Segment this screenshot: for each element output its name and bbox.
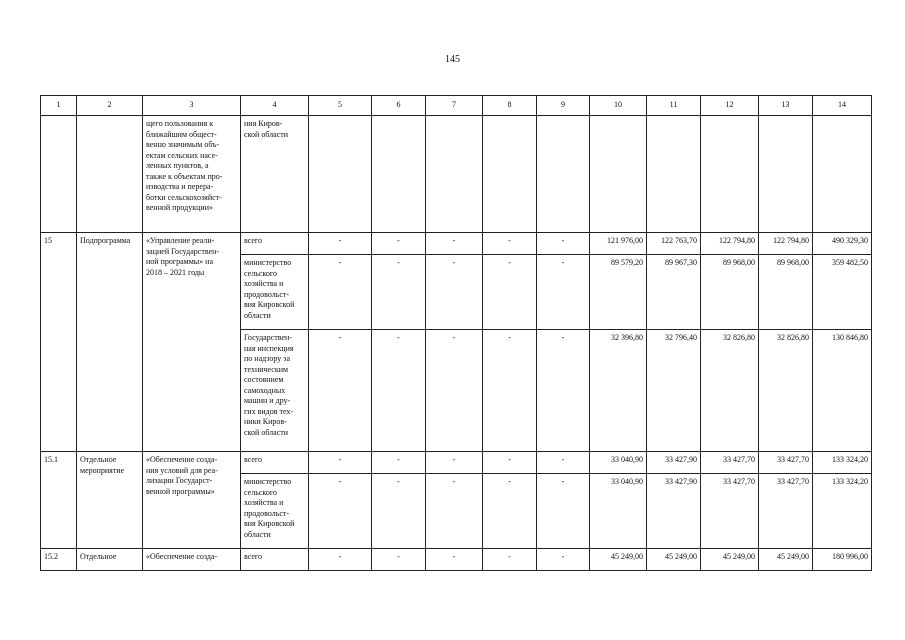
row-number-cell: 15.2 <box>41 549 77 571</box>
value-cell: - <box>483 452 537 474</box>
program-name-cell: «Обеспечение созда- ния условий для реа- лизации Государст- венной программы» <box>143 452 241 549</box>
value-cell: - <box>537 330 590 452</box>
value-cell: 133 324,20 <box>813 452 872 474</box>
column-header: 3 <box>143 96 241 116</box>
column-header: 6 <box>372 96 426 116</box>
row-number-cell <box>41 116 77 233</box>
column-header: 5 <box>309 96 372 116</box>
value-cell: - <box>426 233 483 255</box>
value-cell: 89 579,20 <box>590 255 647 330</box>
value-cell: 122 794,80 <box>759 233 813 255</box>
value-cell: 121 976,00 <box>590 233 647 255</box>
value-cell <box>426 116 483 233</box>
value-cell: 133 324,20 <box>813 474 872 549</box>
value-cell: - <box>372 233 426 255</box>
value-cell: 33 040,90 <box>590 452 647 474</box>
column-header: 13 <box>759 96 813 116</box>
value-cell: 33 427,70 <box>701 452 759 474</box>
value-cell: 32 796,40 <box>647 330 701 452</box>
header-row <box>41 96 872 116</box>
column-header: 11 <box>647 96 701 116</box>
value-cell: - <box>537 549 590 571</box>
value-cell: - <box>483 330 537 452</box>
value-cell: 45 249,00 <box>590 549 647 571</box>
value-cell: 33 427,70 <box>759 452 813 474</box>
row-type-cell: Отдельное <box>77 549 143 571</box>
value-cell <box>647 116 701 233</box>
column-header: 4 <box>241 96 309 116</box>
value-cell: 33 427,70 <box>701 474 759 549</box>
value-cell <box>483 116 537 233</box>
value-cell: - <box>537 255 590 330</box>
executor-cell: всего <box>241 549 309 571</box>
executor-cell: ния Киров- ской области <box>241 116 309 233</box>
value-cell: - <box>483 549 537 571</box>
column-header: 10 <box>590 96 647 116</box>
value-cell: - <box>372 452 426 474</box>
executor-cell: всего <box>241 452 309 474</box>
value-cell: - <box>309 233 372 255</box>
value-cell <box>813 116 872 233</box>
value-cell: 33 427,90 <box>647 474 701 549</box>
value-cell: - <box>309 452 372 474</box>
value-cell: 89 968,00 <box>701 255 759 330</box>
value-cell <box>701 116 759 233</box>
value-cell: 45 249,00 <box>647 549 701 571</box>
value-cell: - <box>372 474 426 549</box>
column-header: 1 <box>41 96 77 116</box>
value-cell: 180 996,00 <box>813 549 872 571</box>
column-header: 2 <box>77 96 143 116</box>
program-name-cell: щего пользования к ближайшим общест- венно значимым объ- ектам сельских насе- ленных пунктов, а также к объектам про- изводства и перера- ботки сельскохозяйст- венной продукции» <box>143 116 241 233</box>
value-cell: - <box>483 255 537 330</box>
value-cell: - <box>537 233 590 255</box>
value-cell: 359 482,50 <box>813 255 872 330</box>
value-cell <box>309 116 372 233</box>
row-type-cell <box>77 116 143 233</box>
column-header: 7 <box>426 96 483 116</box>
row-number-cell: 15.1 <box>41 452 77 549</box>
value-cell <box>537 116 590 233</box>
value-cell: - <box>537 452 590 474</box>
table-row <box>41 452 872 474</box>
executor-cell: всего <box>241 233 309 255</box>
value-cell: 32 396,80 <box>590 330 647 452</box>
value-cell: - <box>537 474 590 549</box>
value-cell: 130 846,80 <box>813 330 872 452</box>
executor-cell: министерство сельского хозяйства и продовольст- вия Кировской области <box>241 255 309 330</box>
value-cell: - <box>309 474 372 549</box>
program-name-cell: «Управление реали- зацией Государствен- ной программы» на 2018 – 2021 годы <box>143 233 241 452</box>
table-row <box>41 549 872 571</box>
value-cell: 33 427,90 <box>647 452 701 474</box>
table-row <box>41 233 872 255</box>
value-cell: - <box>483 233 537 255</box>
executor-cell: министерство сельского хозяйства и продовольст- вия Кировской области <box>241 474 309 549</box>
value-cell: - <box>426 549 483 571</box>
value-cell: 89 967,30 <box>647 255 701 330</box>
budget-table <box>40 95 872 571</box>
value-cell <box>590 116 647 233</box>
value-cell: - <box>426 474 483 549</box>
value-cell: 45 249,00 <box>701 549 759 571</box>
value-cell: - <box>309 255 372 330</box>
value-cell: - <box>309 549 372 571</box>
value-cell: 33 040,90 <box>590 474 647 549</box>
value-cell: - <box>426 452 483 474</box>
value-cell: - <box>372 549 426 571</box>
row-type-cell: Отдельное мероприятие <box>77 452 143 549</box>
value-cell: - <box>483 474 537 549</box>
row-type-cell: Подпрограмма <box>77 233 143 452</box>
value-cell: - <box>426 255 483 330</box>
value-cell: - <box>372 330 426 452</box>
value-cell: 122 794,80 <box>701 233 759 255</box>
program-name-cell: «Обеспечение созда- <box>143 549 241 571</box>
column-header: 12 <box>701 96 759 116</box>
value-cell: 122 763,70 <box>647 233 701 255</box>
value-cell: 45 249,00 <box>759 549 813 571</box>
value-cell: 490 329,30 <box>813 233 872 255</box>
column-header: 8 <box>483 96 537 116</box>
table-row <box>41 116 872 233</box>
column-header: 14 <box>813 96 872 116</box>
value-cell <box>372 116 426 233</box>
executor-cell: Государствен- ная инспекция по надзору за техническим состоянием самоходных машин и дру- гих видов тех- ники Киров- ской области <box>241 330 309 452</box>
value-cell: - <box>426 330 483 452</box>
value-cell: 33 427,70 <box>759 474 813 549</box>
value-cell: - <box>309 330 372 452</box>
value-cell: 32 826,80 <box>701 330 759 452</box>
row-number-cell: 15 <box>41 233 77 452</box>
value-cell <box>759 116 813 233</box>
page-number: 145 <box>445 54 460 65</box>
value-cell: - <box>372 255 426 330</box>
value-cell: 89 968,00 <box>759 255 813 330</box>
value-cell: 32 826,80 <box>759 330 813 452</box>
column-header: 9 <box>537 96 590 116</box>
